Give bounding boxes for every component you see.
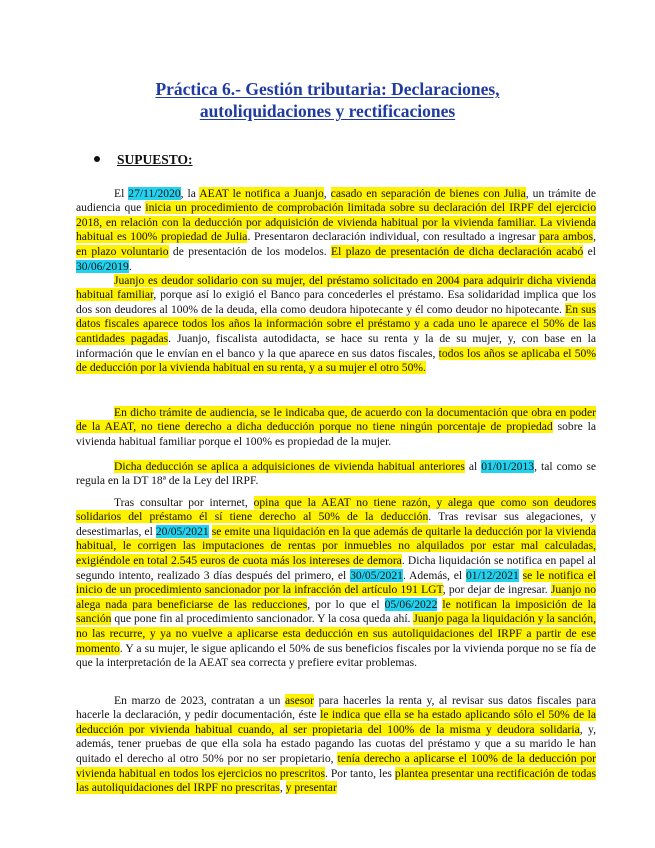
text-run: . Dicha liquidación se notifica en papel al segundo intento, realizado 3 días después del primero, el — [76, 553, 596, 582]
text-run: . Juanjo, fiscalista autodidacta, se hace su renta y la de su mujer, y, con base en la información que le envían en el banco y la que aparece en sus datos fiscales, — [76, 331, 596, 360]
highlighted-text: 05/06/2022 — [384, 597, 438, 611]
text-run: , la — [180, 186, 200, 200]
highlighted-text: El plazo de presentación de dicha declaración acabó — [331, 244, 584, 258]
highlighted-text: Juanjo paga la liquidación y la sanción, no las recurre, y ya no vuelve a aplicarse esta deducción en sus autoliquidaciones del IRPF a partir de ese momento — [76, 612, 596, 655]
title-line-1: Práctica 6.- Gestión tributaria: Declaraciones, — [155, 79, 500, 99]
text-run: , por lo que el — [307, 597, 385, 611]
highlighted-text: tenía derecho a aplicarse el 100% de la deducción por vivienda habitual en todos los ejercicios no prescritos — [76, 751, 596, 780]
highlighted-text: todos los años se aplicaba el 50% de deducción por la vivienda habitual en su renta, y a su mujer el otro 50%. — [76, 346, 596, 375]
text-run: , — [323, 186, 331, 200]
highlighted-text: 01/12/2021 — [465, 568, 519, 582]
text-run: . — [128, 259, 132, 273]
highlighted-text: en plazo voluntario — [76, 244, 169, 258]
text-run: para hacerles la renta y, al revisar sus datos fiscales para hacerle la declaración, y pedir documentación, éste — [76, 693, 596, 722]
text-run: el — [583, 244, 597, 258]
highlighted-text: plantea presentar una rectificación de todas las autoliquidaciones del IRPF no prescritas — [76, 766, 596, 795]
bullet-icon — [94, 156, 100, 162]
title-line-2: autoliquidaciones y rectificaciones — [199, 101, 456, 121]
section-heading: SUPUESTO: — [117, 152, 193, 167]
paragraph-6 — [76, 694, 596, 796]
text-run: El — [114, 186, 129, 200]
paragraph-2 — [76, 274, 596, 376]
highlighted-text: 27/11/2020 — [128, 186, 181, 200]
paragraph-1 — [76, 187, 596, 275]
text-run: , por dejar de ingresar. — [442, 583, 551, 597]
highlighted-text: 01/01/2013 — [481, 459, 535, 473]
highlighted-text: para ambos — [539, 230, 594, 244]
highlighted-text: Juanjo no alega nada para beneficiarse de las reducciones — [76, 583, 597, 611]
text-run: Tras consultar por internet, — [114, 495, 254, 509]
text-run: , un trámite de audiencia que — [76, 186, 596, 215]
text-run: . Además, el — [402, 568, 466, 582]
highlighted-text: 30/06/2019 — [76, 259, 129, 273]
highlighted-text: AEAT le notifica a Juanjo — [199, 186, 324, 200]
highlighted-text: opina que la AEAT no tiene razón, y alega que como son deudores solidarios del préstamo él sí tiene derecho al 50% de la deducción — [76, 495, 596, 524]
text-run: . Y a su mujer, le sigue aplicando el 50% de sus beneficios fiscales por la vivienda porque no se fía de que la interpretación de la AEAT sea correcta y prefiere evitar problemas. — [76, 641, 596, 670]
text-run: , porque así lo exigió el Banco para concederles el préstamo. Esa solidaridad implica que los dos son deudores al 100% de la deuda, ella como deudora hipotecante y él como deudor no hipotecante. — [76, 288, 596, 316]
text-run: de presentación de los modelos. — [168, 244, 332, 258]
text-run: , — [279, 781, 286, 795]
highlighted-text: Juanjo es deudor solidario con su mujer, del préstamo solicitado en 2004 para adquirir dicha vivienda habitual familiar — [76, 273, 596, 302]
paragraph-4 — [76, 460, 596, 489]
text-run: , tal como se regula en la DT 18ª de la Ley del IRPF. — [76, 459, 596, 488]
text-run: En marzo de 2023, contratan a un — [114, 693, 285, 707]
highlighted-text: casado en separación de bienes con Julia — [330, 186, 526, 200]
document-title — [60, 78, 595, 122]
paragraph-5 — [76, 496, 596, 671]
highlighted-text: le notifican la imposición de la sanción — [76, 597, 596, 626]
highlighted-text: inicia un procedimiento de comprobación limitada sobre su declaración del IRPF del ejercicio 2018, en relación con la deducción por adquisición de vivienda habitual por la vivienda familiar. La vivienda habitual es 100% propiedad de Julia — [76, 201, 596, 244]
highlighted-text: le indica que ella se ha estado aplicando sólo el 50% de la deducción por vivienda habitual cuando, al ser propietaria del 100% de la misma y deudora solidaria — [76, 708, 596, 736]
text-run: sobre la vivienda habitual familiar porque el 100% es propiedad de la mujer. — [76, 420, 596, 448]
highlighted-text: En sus datos fiscales aparece todos los años la información sobre el préstamo y a cada uno le aparece el 50% de las cantidades pagadas — [76, 302, 596, 345]
highlighted-text: asesor — [285, 693, 314, 707]
text-run: al — [464, 459, 482, 473]
text-run: . Por tanto, les — [324, 766, 395, 780]
highlighted-text: y presentar — [285, 781, 337, 795]
text-run: , — [593, 230, 596, 244]
text-run: . Presentaron declaración individual, con resultado a ingresar — [247, 230, 540, 244]
highlighted-text: Dicha deducción se aplica a adquisiciones de vivienda habitual anteriores — [114, 459, 465, 473]
text-run: , y, además, tener pruebas de que ella sola ha estado pagando las cuotas del préstamo y que a su marido le han quitado el derecho al otro 50% por no ser propietario, — [76, 722, 596, 765]
highlighted-text: 20/05/2021 — [155, 524, 209, 538]
text-run: que pone fin al procedimiento sancionador. Y la cosa queda ahí. — [111, 612, 414, 626]
highlighted-text: se le notifica el inicio de un procedimiento sancionador por la infracción del artículo 191 LGT — [76, 568, 596, 597]
text-run: . Tras revisar sus alegaciones, y desestimarlas, el — [76, 510, 596, 538]
highlighted-text: se emite una liquidación en la que además de quitarle la deducción por la vivienda habitual, le corrigen las imputaciones de rentas por inmuebles no alquilados por estar mal calculadas, exigiéndole en total 2.545 euros de cuota más los intereses de demora — [76, 524, 596, 567]
highlighted-text: 30/05/2021 — [350, 568, 403, 582]
highlighted-text: En dicho trámite de audiencia, se le indicaba que, de acuerdo con la documentación que obra en poder de la AEAT, no tiene derecho a dicha deducción porque no tiene ningún porcentaje de propiedad — [76, 405, 596, 434]
paragraph-3 — [76, 406, 596, 450]
